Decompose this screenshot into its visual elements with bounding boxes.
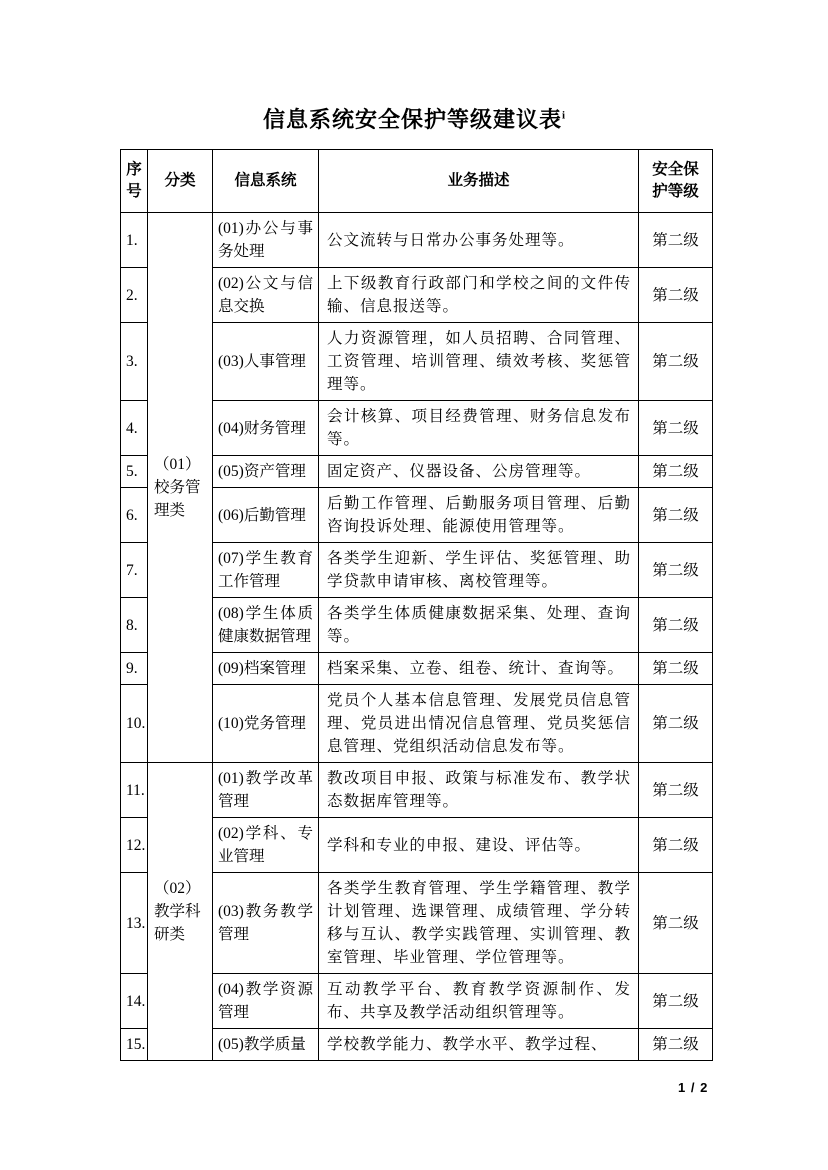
- category-cell: （01）校务管理类: [148, 213, 213, 763]
- description-cell: 公文流转与日常办公事务处理等。: [319, 213, 639, 268]
- system-cell: (05)资产管理: [213, 456, 319, 488]
- description-cell: 固定资产、仪器设备、公房管理等。: [319, 456, 639, 488]
- system-cell: (04)教学资源管理: [213, 974, 319, 1029]
- header-level: 安全保护等级: [639, 150, 713, 213]
- description-cell: 各类学生教育管理、学生学籍管理、教学计划管理、选课管理、成绩管理、学分转移与互认、教学实践管理、实训管理、教室管理、毕业管理、学位管理等。: [319, 873, 639, 974]
- description-cell: 人力资源管理，如人员招聘、合同管理、工资管理、培训管理、绩效考核、奖惩管理等。: [319, 323, 639, 401]
- serial-cell: 5.: [121, 456, 148, 488]
- page-title: [0, 0, 828, 136]
- level-cell: 第二级: [639, 974, 713, 1029]
- table-row: [121, 213, 713, 268]
- serial-cell: 8.: [121, 598, 148, 653]
- level-cell: 第二级: [639, 213, 713, 268]
- header-category: 分类: [148, 150, 213, 213]
- system-cell: (07)学生教育工作管理: [213, 543, 319, 598]
- level-cell: 第二级: [639, 543, 713, 598]
- description-cell: 后勤工作管理、后勤服务项目管理、后勤咨询投诉处理、能源使用管理等。: [319, 488, 639, 543]
- page-number: 1 / 2: [678, 1080, 709, 1095]
- table-body: [121, 213, 713, 1061]
- category-cell: （02）教学科研类: [148, 763, 213, 1061]
- header-serial: 序号: [121, 150, 148, 213]
- level-cell: 第二级: [639, 488, 713, 543]
- serial-cell: 6.: [121, 488, 148, 543]
- level-cell: 第二级: [639, 685, 713, 763]
- serial-cell: 12.: [121, 818, 148, 873]
- description-cell: 各类学生体质健康数据采集、处理、查询等。: [319, 598, 639, 653]
- description-cell: 教改项目申报、政策与标准发布、教学状态数据库管理等。: [319, 763, 639, 818]
- serial-cell: 2.: [121, 268, 148, 323]
- system-cell: (03)人事管理: [213, 323, 319, 401]
- level-cell: 第二级: [639, 818, 713, 873]
- security-level-table: [120, 149, 713, 1061]
- page-title-text: 信息系统安全保护等级建议表: [262, 107, 562, 132]
- header-description: 业务描述: [319, 150, 639, 213]
- system-cell: (04)财务管理: [213, 401, 319, 456]
- system-cell: (01)教学改革管理: [213, 763, 319, 818]
- level-cell: 第二级: [639, 598, 713, 653]
- level-cell: 第二级: [639, 873, 713, 974]
- system-cell: (09)档案管理: [213, 653, 319, 685]
- level-cell: 第二级: [639, 456, 713, 488]
- level-cell: 第二级: [639, 763, 713, 818]
- serial-cell: 9.: [121, 653, 148, 685]
- serial-cell: 4.: [121, 401, 148, 456]
- serial-cell: 14.: [121, 974, 148, 1029]
- system-cell: (02)公文与信息交换: [213, 268, 319, 323]
- description-cell: 各类学生迎新、学生评估、奖惩管理、助学贷款申请审核、离校管理等。: [319, 543, 639, 598]
- level-cell: 第二级: [639, 1029, 713, 1061]
- serial-cell: 15.: [121, 1029, 148, 1061]
- serial-cell: 1.: [121, 213, 148, 268]
- serial-cell: 13.: [121, 873, 148, 974]
- description-cell: 会计核算、项目经费管理、财务信息发布等。: [319, 401, 639, 456]
- table-header-row: [121, 150, 713, 213]
- table-row: [121, 763, 713, 818]
- serial-cell: 3.: [121, 323, 148, 401]
- system-cell: (10)党务管理: [213, 685, 319, 763]
- serial-cell: 10.: [121, 685, 148, 763]
- system-cell: (02)学科、专业管理: [213, 818, 319, 873]
- level-cell: 第二级: [639, 268, 713, 323]
- serial-cell: 11.: [121, 763, 148, 818]
- table-header: [121, 150, 713, 213]
- system-cell: (01)办公与事务处理: [213, 213, 319, 268]
- description-cell: 上下级教育行政部门和学校之间的文件传输、信息报送等。: [319, 268, 639, 323]
- description-cell: 互动教学平台、教育教学资源制作、发布、共享及教学活动组织管理等。: [319, 974, 639, 1029]
- level-cell: 第二级: [639, 323, 713, 401]
- description-cell: 学科和专业的申报、建设、评估等。: [319, 818, 639, 873]
- system-cell: (05)教学质量: [213, 1029, 319, 1061]
- level-cell: 第二级: [639, 653, 713, 685]
- system-cell: (08)学生体质健康数据管理: [213, 598, 319, 653]
- endnote-marker: i: [561, 109, 566, 122]
- description-cell: 档案采集、立卷、组卷、统计、查询等。: [319, 653, 639, 685]
- serial-cell: 7.: [121, 543, 148, 598]
- system-cell: (03)教务教学管理: [213, 873, 319, 974]
- header-system: 信息系统: [213, 150, 319, 213]
- level-cell: 第二级: [639, 401, 713, 456]
- description-cell: 党员个人基本信息管理、发展党员信息管理、党员进出情况信息管理、党员奖惩信息管理、党组织活动信息发布等。: [319, 685, 639, 763]
- system-cell: (06)后勤管理: [213, 488, 319, 543]
- description-cell: 学校教学能力、教学水平、教学过程、: [319, 1029, 639, 1061]
